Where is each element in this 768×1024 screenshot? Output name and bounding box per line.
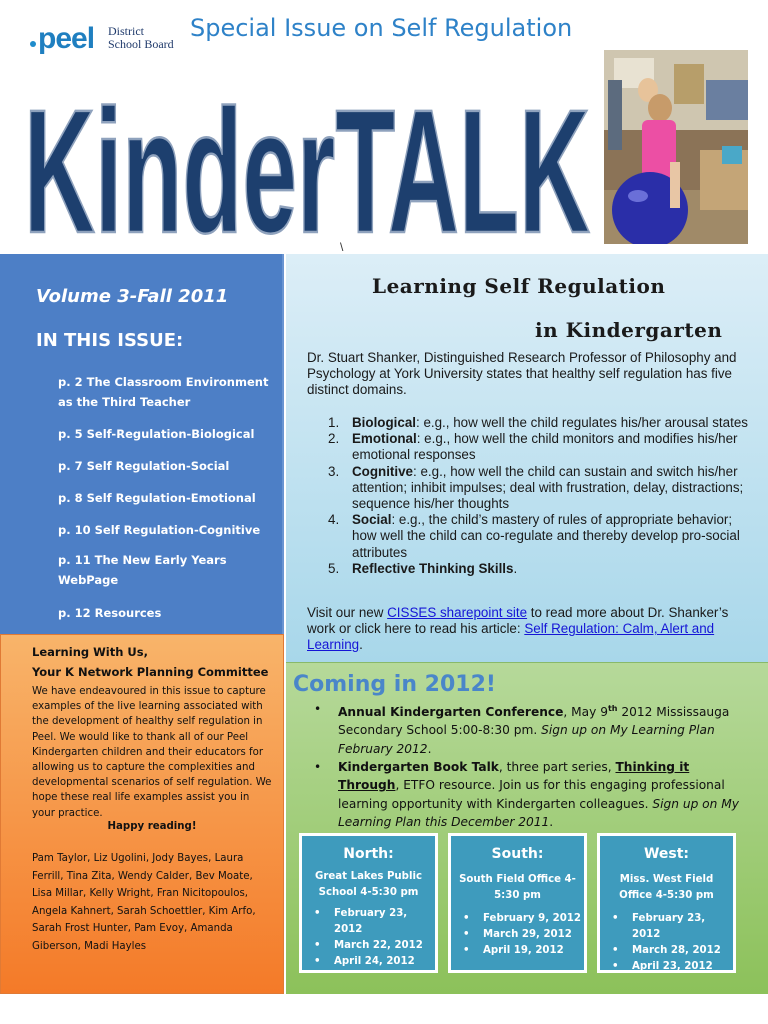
visit-paragraph: Visit our new CISSES sharepoint site to read more about Dr. Shanker’s work or click here to read his article: Self Regulation: Calm, Alert and Learning.	[307, 605, 729, 653]
peel-logo	[28, 16, 188, 56]
domain-term: Biological	[352, 415, 416, 430]
logo-dot-icon	[30, 41, 36, 47]
article-headline-line2: in Kindergarten	[535, 318, 723, 342]
event-name: Annual Kindergarten Conference	[338, 705, 564, 720]
logo-sub-line1: District	[108, 24, 144, 38]
region-date: • February 9, 2012	[461, 911, 581, 927]
region-date: • April 24, 2012	[312, 954, 435, 970]
in-this-issue-heading: IN THIS ISSUE:	[36, 330, 184, 351]
region-dates	[461, 911, 581, 959]
sign-off: Happy reading!	[107, 821, 197, 832]
toc-item[interactable]: p. 7 Self Regulation-Social	[58, 459, 230, 473]
domain-item: 1. Biological: e.g., how well the child regulates his/her arousal states	[328, 415, 748, 430]
domain-item: 2. Emotional: e.g., how well the child monitors and modifies his/her emotional responses	[328, 431, 738, 463]
classroom-photo	[604, 50, 748, 244]
toc-item[interactable]: p. 10 Self Regulation-Cognitive	[58, 523, 261, 537]
learning-with-us-title: Learning With Us,	[32, 645, 148, 659]
region-south-box	[448, 833, 587, 973]
book-title: Thinking it Through	[338, 760, 690, 793]
self-regulation-domains-list	[328, 415, 753, 577]
bullet-icon: •	[314, 760, 322, 774]
cisses-sharepoint-link[interactable]: CISSES sharepoint site	[387, 605, 528, 620]
region-location: Miss. West Field Office 4-5:30 pm	[619, 874, 714, 901]
region-location: South Field Office 4-5:30 pm	[459, 874, 576, 901]
article-headline-line1: Learning Self Regulation	[372, 274, 666, 298]
stray-mark: \	[340, 240, 344, 254]
event-name: Kindergarten Book Talk	[338, 760, 499, 774]
toc-item[interactable]: p. 12 Resources	[58, 606, 162, 620]
volume-label: Volume 3-Fall 2011	[36, 286, 229, 307]
region-dates	[610, 911, 733, 975]
logo-word: peel	[38, 22, 95, 55]
region-title: West:	[643, 846, 690, 862]
domain-item: 4. Social: e.g., the child’s mastery of rules of appropriate behavior; how well the child can co-regulate and thereby develop pro-social attributes	[328, 512, 740, 560]
logo-subtitle	[108, 25, 174, 51]
domain-item: 5. Reflective Thinking Skills.	[328, 560, 518, 576]
bullet-icon: •	[314, 702, 322, 716]
domain-term: Cognitive	[352, 463, 414, 479]
region-west-box	[597, 833, 736, 973]
event-book-talk: • Kindergarten Book Talk, three part series, Thinking it Through, ETFO resource. Join us for this engaging professional learning opportunity with Kindergarten colleagues. Sign up on My Learning Plan this December 2011.	[314, 760, 739, 830]
region-title: North:	[343, 846, 394, 862]
region-date: • April 23, 2012	[610, 959, 733, 975]
article-intro: Dr. Stuart Shanker, Distinguished Research Professor of Philosophy and Psychology at York University states that healthy self regulation has five distinct domains.	[307, 350, 737, 398]
region-location: Great Lakes Public School 4-5:30 pm	[314, 871, 422, 898]
special-issue-title: Special Issue on Self Regulation	[190, 14, 573, 42]
domain-term: Emotional	[352, 431, 417, 447]
committee-names: Pam Taylor, Liz Ugolini, Jody Bayes, Laura Ferrill, Tina Zita, Wendy Calder, Bev Moate, Lisa Millar, Kelly Wright, Fran Nicitopoulos, Angela Kahnert, Sarah Schoettler, Kim Arfo, Sarah Frost Hunter, Pam Evoy, Amanda Giberson, Madi Hayles	[32, 853, 256, 952]
domain-item: 3. Cognitive: e.g., how well the child can sustain and switch his/her attention; inhibit impulses; deal with frustration, delay, distractions; sequence his/her thoughts	[328, 463, 744, 512]
region-date: • March 22, 2012	[312, 938, 435, 954]
region-dates	[312, 906, 435, 970]
logo-sub-line2: School Board	[108, 37, 174, 51]
region-date: • March 28, 2012	[610, 943, 733, 959]
region-date: • April 19, 2012	[461, 943, 581, 959]
committee-title: Your K Network Planning Committee	[32, 665, 269, 679]
masthead-text: KinderTALK	[24, 74, 590, 250]
domain-term: Social	[352, 512, 392, 528]
region-title: South:	[491, 846, 544, 862]
region-date: • February 23, 2012	[610, 911, 733, 943]
event-signup: Sign up on My Learning Plan this December 2011	[338, 796, 739, 830]
toc-item[interactable]: p. 2 The Classroom Environment as the Third Teacher	[58, 375, 269, 409]
page-bottom-margin	[0, 994, 768, 1024]
coming-title: Coming in 2012!	[293, 672, 496, 697]
toc-item[interactable]: p. 11 The New Early Years WebPage	[58, 553, 227, 587]
masthead-kindertalk	[18, 60, 598, 250]
region-date: • February 23, 2012	[312, 906, 435, 938]
article-link[interactable]: Self Regulation: Calm, Alert and Learning	[307, 621, 715, 653]
event-signup: Sign up on My Learning Plan February 2012	[338, 723, 715, 756]
toc-item[interactable]: p. 5 Self-Regulation-Biological	[58, 427, 255, 441]
domain-term: Reflective Thinking Skills	[352, 560, 514, 576]
event-conference: • Annual Kindergarten Conference, May 9th 2012 Mississauga Secondary School 5:00-8:30 pm. Sign up on My Learning Plan February 2012.	[314, 702, 730, 756]
toc-item[interactable]: p. 8 Self Regulation-Emotional	[58, 491, 256, 505]
committee-message: We have endeavoured in this issue to capture examples of the live learning associated with the development of healthy self regulation in Peel. We would like to thank all of our Peel Kindergarten children and their educators for allowing us to capture the complexities and developmental scenarios of self regulation. We hope these real life examples assist you in your practice.	[32, 686, 272, 819]
region-date: • March 29, 2012	[461, 927, 581, 943]
region-north-box	[299, 833, 438, 973]
